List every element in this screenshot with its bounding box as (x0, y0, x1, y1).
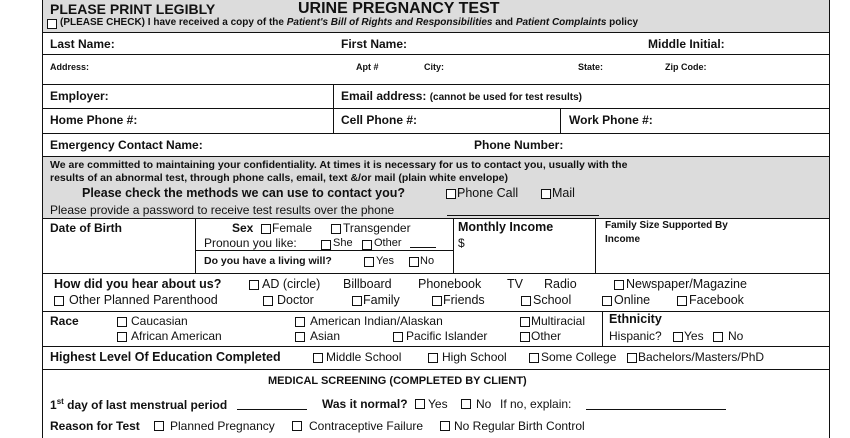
lmp-date-field[interactable] (237, 397, 307, 410)
caucasian-checkbox[interactable] (117, 317, 127, 327)
doctor-checkbox[interactable] (263, 296, 273, 306)
school-checkbox[interactable] (521, 296, 531, 306)
newspaper-label: Newspaper/Magazine (626, 277, 747, 291)
other-pp-checkbox[interactable] (54, 296, 64, 306)
rule-referral (42, 311, 830, 312)
living-will-yes-label: Yes (376, 255, 394, 267)
american-indian-checkbox[interactable] (295, 317, 305, 327)
contraceptive-failure-checkbox[interactable] (292, 421, 302, 431)
transgender-label: Transgender (343, 221, 411, 235)
friends-label: Friends (443, 293, 485, 307)
multiracial-checkbox[interactable] (520, 317, 530, 327)
online-checkbox[interactable] (602, 296, 612, 306)
rule-confidentiality (42, 218, 830, 219)
female-label: Female (272, 221, 313, 235)
confidentiality-line-2: results of an abnormal test, through phone calls, email, text &/or mail (plain white envelope) (50, 172, 509, 184)
other-pronoun-checkbox[interactable] (362, 240, 372, 250)
state-label: State: (578, 62, 604, 72)
american-indian-label: American Indian/Alaskan (310, 314, 443, 328)
confidentiality-line-1: We are committed to maintaining your confidentiality. At times it is necessary for us to contact you, usually with the (50, 159, 628, 171)
middle-school-checkbox[interactable] (313, 353, 323, 363)
high-school-label: High School (442, 350, 507, 364)
living-will-yes-checkbox[interactable] (364, 257, 374, 267)
first-name-label: First Name: (341, 37, 408, 51)
newspaper-checkbox[interactable] (614, 280, 624, 290)
contact-methods-prompt: Please check the methods we can use to contact you? (82, 186, 406, 200)
some-college-checkbox[interactable] (529, 353, 539, 363)
facebook-checkbox[interactable] (677, 296, 687, 306)
rule-pronoun (195, 250, 453, 251)
normal-no-checkbox[interactable] (461, 399, 471, 409)
password-prompt: Please provide a password to receive test results over the phone (50, 203, 395, 217)
emergency-contact-label: Emergency Contact Name: (50, 138, 203, 152)
transgender-checkbox[interactable] (331, 224, 341, 234)
asian-label: Asian (310, 329, 341, 343)
phone-call-label: Phone Call (457, 186, 519, 200)
rule-demographics (42, 273, 830, 274)
if-no-explain-label: If no, explain: (500, 397, 572, 411)
normal-yes-checkbox[interactable] (415, 399, 425, 409)
pacific-islander-label: Pacific Islander (406, 329, 488, 343)
zip-label: Zip Code: (665, 62, 707, 72)
female-checkbox[interactable] (261, 224, 271, 234)
divider-cell-work (560, 108, 561, 133)
facebook-label: Facebook (689, 293, 744, 307)
monthly-income-label: Monthly Income (458, 220, 554, 234)
family-size-label-1: Family Size Supported By (605, 220, 728, 231)
african-american-label: African American (131, 329, 222, 343)
doctor-label: Doctor (277, 293, 314, 307)
referral-question: How did you hear about us? (54, 277, 222, 291)
hispanic-yes-checkbox[interactable] (673, 332, 683, 342)
planned-pregnancy-checkbox[interactable] (154, 421, 164, 431)
phone-call-checkbox[interactable] (446, 189, 456, 199)
middle-school-label: Middle School (326, 350, 402, 364)
caucasian-label: Caucasian (131, 314, 188, 328)
living-will-label: Do you have a living will? (204, 255, 332, 267)
divider-income-family (595, 218, 596, 273)
mail-label: Mail (552, 186, 575, 200)
other-pronoun-label: Other (374, 237, 402, 249)
reason-label: Reason for Test (50, 419, 140, 433)
ad-label: AD (circle) (262, 277, 321, 291)
medical-section-title: MEDICAL SCREENING (COMPLETED BY CLIENT) (268, 375, 527, 387)
address-label: Address: (50, 62, 90, 72)
phone-number-label: Phone Number: (474, 138, 564, 152)
form-title: URINE PREGNANCY TEST (298, 0, 500, 17)
african-american-checkbox[interactable] (117, 332, 127, 342)
planned-pregnancy-label: Planned Pregnancy (170, 419, 275, 433)
rule-address (42, 84, 830, 85)
normal-question: Was it normal? (322, 397, 408, 411)
pronoun-label: Pronoun you like: (204, 236, 297, 250)
living-will-no-checkbox[interactable] (409, 257, 419, 267)
middle-initial-label: Middle Initial: (648, 37, 725, 51)
print-legibly: PLEASE PRINT LEGIBLY (50, 1, 216, 17)
other-pronoun-field[interactable] (410, 238, 436, 248)
school-label: School (533, 293, 572, 307)
no-birth-control-label: No Regular Birth Control (454, 419, 585, 433)
work-phone-label: Work Phone #: (569, 113, 653, 127)
last-name-label: Last Name: (50, 37, 115, 51)
multiracial-label: Multiracial (531, 314, 586, 328)
hispanic-no-label: No (728, 329, 744, 343)
bachelors-label: Bachelors/Masters/PhD (638, 350, 765, 364)
divider-sex-income (453, 218, 454, 273)
radio-label: Radio (544, 277, 577, 291)
asian-checkbox[interactable] (295, 332, 305, 342)
other-pp-label: Other Planned Parenthood (69, 293, 218, 307)
tv-label: TV (507, 277, 523, 291)
phonebook-label: Phonebook (418, 277, 482, 291)
rule-name (42, 54, 830, 55)
password-field[interactable] (447, 204, 599, 216)
cell-phone-label: Cell Phone #: (341, 113, 418, 127)
billboard-label: Billboard (343, 277, 392, 291)
explain-field[interactable] (586, 397, 726, 410)
other-race-checkbox[interactable] (520, 332, 530, 342)
bill-of-rights-checkbox[interactable] (47, 19, 57, 29)
hispanic-label: Hispanic? (609, 329, 662, 343)
some-college-label: Some College (541, 350, 617, 364)
divider-race-ethnicity (602, 311, 603, 346)
apt-label: Apt # (356, 62, 379, 72)
race-label: Race (50, 314, 79, 328)
no-birth-control-checkbox[interactable] (440, 421, 450, 431)
rule-education (42, 369, 830, 370)
mail-checkbox[interactable] (541, 189, 551, 199)
friends-checkbox[interactable] (432, 296, 442, 306)
online-label: Online (614, 293, 651, 307)
normal-yes-label: Yes (428, 397, 448, 411)
family-checkbox[interactable] (352, 296, 362, 306)
other-race-label: Other (531, 329, 562, 343)
employer-label: Employer: (50, 89, 109, 103)
rule-race (42, 346, 830, 347)
living-will-no-label: No (420, 255, 435, 267)
rule-phone (42, 133, 830, 134)
pacific-islander-checkbox[interactable] (393, 332, 403, 342)
she-label: She (333, 237, 353, 249)
rule-header (42, 32, 830, 33)
hispanic-yes-label: Yes (684, 329, 704, 343)
monthly-income-dollar: $ (458, 236, 465, 250)
ethnicity-label: Ethnicity (609, 312, 662, 326)
family-size-label-2: Income (605, 234, 641, 245)
email-label: Email address: (cannot be used for test results) (341, 89, 582, 103)
family-label: Family (363, 293, 400, 307)
divider-dob-sex (195, 218, 196, 273)
city-label: City: (424, 62, 444, 72)
rule-employer (42, 108, 830, 109)
sex-label: Sex (232, 221, 254, 235)
lmp-label: 1st day of last menstrual period (50, 397, 228, 412)
home-phone-label: Home Phone #: (50, 113, 138, 127)
rule-emergency (42, 156, 830, 157)
normal-no-label: No (476, 397, 492, 411)
date-of-birth-label: Date of Birth (50, 221, 122, 235)
high-school-checkbox[interactable] (428, 353, 438, 363)
bill-of-rights-statement: (PLEASE CHECK) I have received a copy of the Patient's Bill of Rights and Responsibilities and Patient Complaints policy (60, 17, 639, 28)
ad-checkbox[interactable] (249, 280, 259, 290)
form-left-border (42, 0, 43, 438)
contraceptive-failure-label: Contraceptive Failure (309, 419, 424, 433)
hispanic-no-checkbox[interactable] (713, 332, 723, 342)
bachelors-checkbox[interactable] (627, 353, 637, 363)
form-right-border (829, 0, 830, 438)
divider-employer-email (333, 84, 334, 133)
education-label: Highest Level Of Education Completed (50, 350, 281, 364)
she-checkbox[interactable] (321, 240, 331, 250)
